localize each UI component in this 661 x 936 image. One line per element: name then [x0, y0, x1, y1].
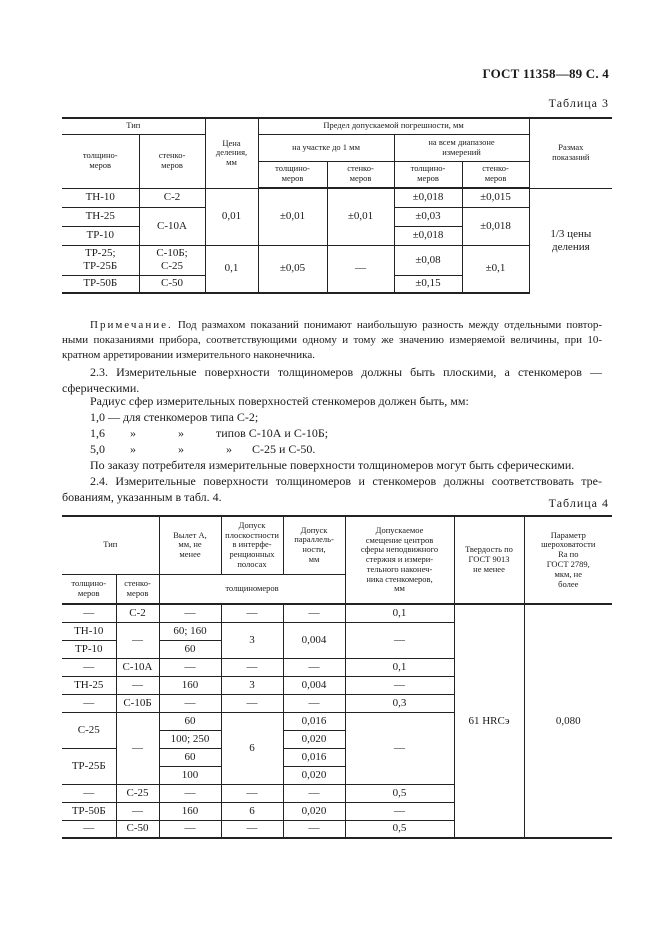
t4-cell: — — [116, 712, 159, 784]
t4-cell: С-50 — [116, 820, 159, 838]
t3-cell: С-10А — [139, 207, 205, 245]
t4-cell: 0,1 — [345, 604, 454, 622]
t4-cell: 3 — [221, 622, 283, 658]
t4-cell: — — [62, 694, 116, 712]
table3 — [62, 117, 612, 294]
t4-cell: — — [221, 694, 283, 712]
t3-cell: С-50 — [139, 275, 205, 293]
t3-head-error: Предел допускаемой погрешности, мм — [258, 118, 529, 134]
t3-head-wall: стенко- меров — [139, 134, 205, 188]
t4-cell: 160 — [159, 676, 221, 694]
t4-cell: 6 — [221, 712, 283, 784]
t3-head-type: Тип — [62, 118, 205, 134]
t4-cell: 6 — [221, 802, 283, 820]
t3-cell: С-2 — [139, 188, 205, 207]
t3-cell: ±0,05 — [258, 245, 327, 293]
t4-cell: — — [221, 820, 283, 838]
para-2-3: 2.3. Измерительные поверхности толщиномеров должны быть плоскими, а стенкомеров — сферическими. — [62, 365, 602, 395]
t4-head-of-thickness: толщиномеров — [159, 574, 345, 604]
ditto-mark: » — [130, 426, 136, 440]
t4-cell: — — [345, 802, 454, 820]
t3-sub-wall-2: стенко- меров — [462, 161, 529, 188]
table3-caption: Таблица 3 — [548, 96, 609, 110]
t4-head-reach: Вылет А, мм, не менее — [159, 516, 221, 574]
t4-cell: — — [345, 622, 454, 658]
t4-cell: ТР-10 — [62, 640, 116, 658]
t4-head-type: Тип — [62, 516, 159, 574]
t4-head-roughness: Параметр шероховатости Ra по ГОСТ 2789, мкм, не более — [524, 516, 612, 604]
t4-cell: — — [159, 820, 221, 838]
t3-cell: ±0,01 — [258, 188, 327, 245]
t4-cell: 100 — [159, 766, 221, 784]
t3-cell: ТН-10 — [62, 188, 139, 207]
t3-head-section: на участке до 1 мм — [258, 134, 394, 161]
t3-sub-thickness-2: толщино- меров — [394, 161, 462, 188]
t4-cell: 0,020 — [283, 802, 345, 820]
table4 — [62, 515, 612, 839]
t4-cell: С-10Б — [116, 694, 159, 712]
ditto-mark: » — [130, 442, 136, 456]
t4-cell: 0,020 — [283, 730, 345, 748]
list-text: типов С-10А и С-10Б; — [216, 426, 329, 440]
t4-head-thickness: толщино- меров — [62, 574, 116, 604]
t4-cell: ТР-50Б — [62, 802, 116, 820]
t4-cell: 0,3 — [345, 694, 454, 712]
t4-cell: ТН-25 — [62, 676, 116, 694]
t3-cell: ±0,1 — [462, 245, 529, 293]
t4-cell: 0,5 — [345, 784, 454, 802]
t4-cell: С-2 — [116, 604, 159, 622]
t4-cell: — — [221, 604, 283, 622]
para-customer: По заказу потребителя измерительные поверхности толщиномеров могут быть сферическими. — [90, 458, 575, 472]
t4-cell: — — [345, 676, 454, 694]
t3-sub-thickness-1: толщино- меров — [258, 161, 327, 188]
t4-cell: ТР-25Б — [62, 748, 116, 784]
ditto-mark: » — [226, 442, 232, 456]
t3-cell: ±0,015 — [462, 188, 529, 207]
ditto-mark: » — [178, 426, 184, 440]
t4-cell: 0,080 — [524, 604, 612, 838]
t4-cell: — — [221, 658, 283, 676]
t4-cell: — — [62, 658, 116, 676]
t3-cell: ±0,018 — [394, 188, 462, 207]
note-text: Под размахом показаний понимают наибольшую разность между отдельными повтор-ными показаниями прибора, соответствующими одному и тому же значению измеряемой величины, при 10-кратном арретировании измерительного наконечника. — [62, 319, 602, 361]
t4-cell: 61 HRCэ — [454, 604, 524, 838]
t4-cell: 0,1 — [345, 658, 454, 676]
t4-cell: — — [159, 784, 221, 802]
t4-cell: — — [283, 784, 345, 802]
list-line-2 — [90, 425, 610, 441]
page-header: ГОСТ 11358—89 С. 4 — [482, 66, 609, 81]
t4-cell: 60; 160 — [159, 622, 221, 640]
t4-head-flatness: Допуск плоскостности в интерфе- ренционных полосах — [221, 516, 283, 574]
para-2-4: 2.4. Измерительные поверхности толщиномеров и стенкомеров должны соответствовать тре-бованиям, указанным в табл. 4. — [62, 474, 602, 504]
t4-cell: — — [62, 604, 116, 622]
ditto-mark: » — [178, 442, 184, 456]
t3-cell: ±0,08 — [394, 245, 462, 275]
t3-cell: ±0,018 — [462, 207, 529, 245]
table4-caption: Таблица 4 — [548, 496, 609, 510]
t4-cell: — — [159, 604, 221, 622]
t4-cell: 160 — [159, 802, 221, 820]
t4-cell: — — [283, 820, 345, 838]
t4-cell: 60 — [159, 748, 221, 766]
t4-cell: — — [283, 694, 345, 712]
t3-cell: — — [327, 245, 394, 293]
note-label: Примечание. — [90, 319, 173, 331]
t4-cell: — — [283, 604, 345, 622]
t3-cell: 0,1 — [205, 245, 258, 293]
t4-cell: — — [116, 676, 159, 694]
t3-cell: ±0,03 — [394, 207, 462, 226]
t3-cell: ТР-50Б — [62, 275, 139, 293]
t4-cell: С-25 — [116, 784, 159, 802]
t4-cell: С-25 — [62, 712, 116, 748]
list-text: С-25 и С-50. — [252, 442, 316, 456]
t4-cell: — — [283, 658, 345, 676]
t4-head-hardness: Твердость по ГОСТ 9013 не менее — [454, 516, 524, 604]
t3-cell: ±0,01 — [327, 188, 394, 245]
list-num: 1,6 — [90, 426, 105, 440]
t3-head-price: Цена деления, мм — [205, 118, 258, 188]
t4-head-offset: Допускаемое смещение центров сферы неподвижного стержня и измери- тельного наконеч- ника стенкомеров, мм — [345, 516, 454, 604]
t4-cell: — — [159, 658, 221, 676]
t4-cell: — — [116, 802, 159, 820]
t4-cell: 0,004 — [283, 622, 345, 658]
t4-cell: 100; 250 — [159, 730, 221, 748]
t4-cell: 0,016 — [283, 748, 345, 766]
list-num: 5,0 — [90, 442, 105, 456]
t3-cell: ТР-10 — [62, 226, 139, 245]
t4-head-parallel: Допуск параллель- ности, мм — [283, 516, 345, 574]
t3-cell: С-10Б; С-25 — [139, 245, 205, 275]
t4-cell: 3 — [221, 676, 283, 694]
t4-cell: — — [62, 820, 116, 838]
t4-head-wall: стенко- меров — [116, 574, 159, 604]
t4-cell: — — [221, 784, 283, 802]
t3-cell: ±0,15 — [394, 275, 462, 293]
t4-cell: — — [345, 712, 454, 784]
t4-cell: 0,5 — [345, 820, 454, 838]
t3-head-thickness: толщино- меров — [62, 134, 139, 188]
table3-note — [62, 318, 602, 363]
t4-cell: 60 — [159, 712, 221, 730]
list-line-1: 1,0 — для стенкомеров типа С-2; — [90, 410, 259, 424]
t3-cell: ТН-25 — [62, 207, 139, 226]
t3-cell: 0,01 — [205, 188, 258, 245]
t4-cell: 0,020 — [283, 766, 345, 784]
t4-cell: С-10А — [116, 658, 159, 676]
t3-cell: ТР-25; ТР-25Б — [62, 245, 139, 275]
t3-sub-wall-1: стенко- меров — [327, 161, 394, 188]
list-line-3 — [90, 441, 610, 457]
t4-cell: — — [116, 622, 159, 658]
t4-cell: 0,016 — [283, 712, 345, 730]
t4-cell: — — [62, 784, 116, 802]
t3-head-spread: Размах показаний — [529, 118, 612, 188]
para-radius: Радиус сфер измерительных поверхностей стенкомеров должен быть, мм: — [90, 394, 469, 408]
t3-cell: 1/3 цены деления — [529, 188, 612, 293]
t4-cell: — — [159, 694, 221, 712]
t3-head-fullrange: на всем диапазоне измерений — [394, 134, 529, 161]
t3-cell: ±0,018 — [394, 226, 462, 245]
t4-cell: 60 — [159, 640, 221, 658]
t4-cell: ТН-10 — [62, 622, 116, 640]
t4-cell: 0,004 — [283, 676, 345, 694]
